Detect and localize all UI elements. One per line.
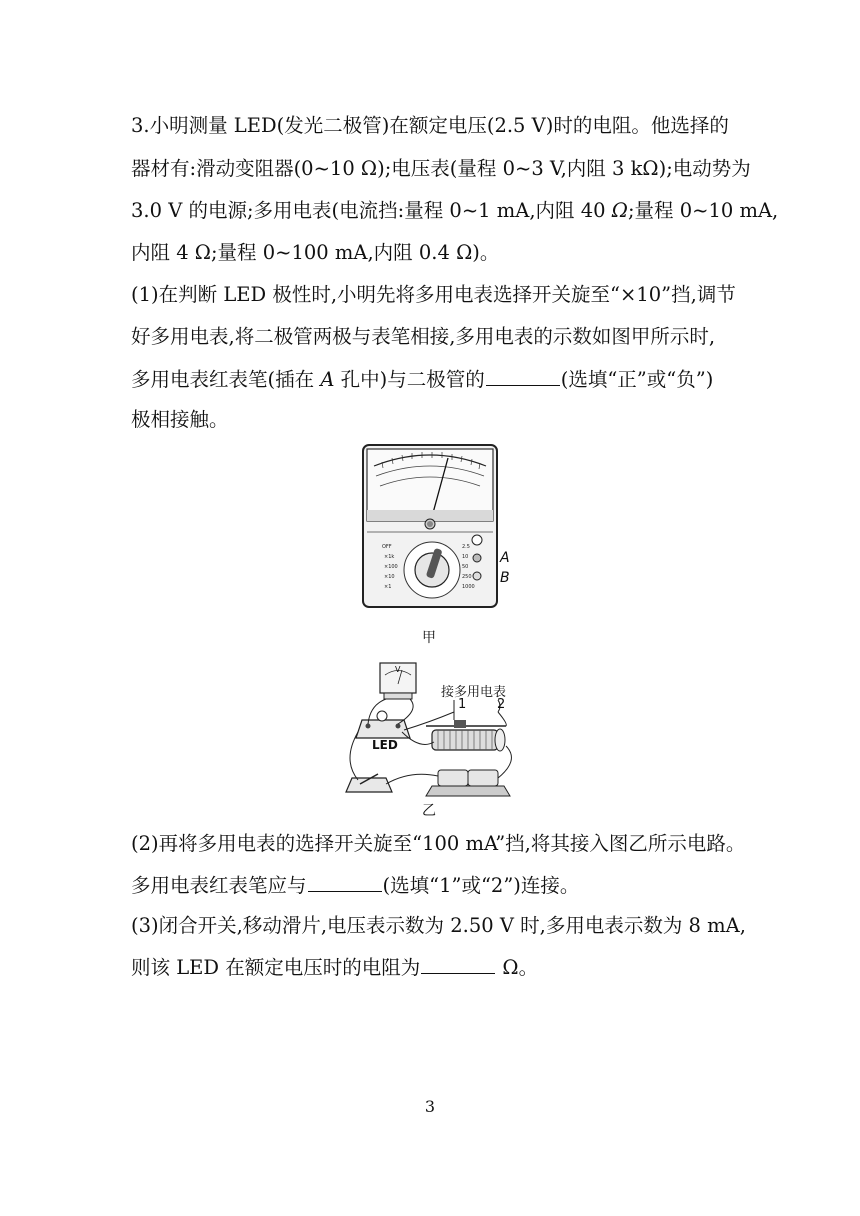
page-number: 3 [424,1097,436,1116]
part2-line-1: (2)再将多用电表的选择开关旋至“100 mA”挡,将其接入图乙所示电路。 [131,832,746,855]
answer-blank-1[interactable] [486,365,560,386]
terminal-1-label: 1 [458,697,467,712]
figure-yi-caption: 乙 [422,803,436,819]
answer-blank-2[interactable] [308,871,382,892]
part3-line-2a: 则该 LED 在额定电压时的电阻为 [131,956,421,979]
voltmeter-label: V [395,665,401,674]
svg-text:10: 10 [462,554,469,560]
part1-line-3a: 多用电表红表笔(插在 [131,368,321,391]
svg-text:1000: 1000 [462,584,475,590]
jack-b-label: B [500,570,510,586]
svg-text:×1k: ×1k [384,554,395,560]
part2-line-2b: (选填“1”或“2”)连接。 [382,874,580,897]
part3-line-2 [131,953,538,982]
jack-a-ref: A [320,368,335,391]
part1-line-2: 好多用电表,将二极管两极与表笔相接,多用电表的示数如图甲所示时, [131,325,716,348]
part1-line-1: (1)在判断 LED 极性时,小明先将多用电表选择开关旋至“×10”挡,调节 [131,283,736,306]
multimeter-figure [362,444,498,608]
problem-line-3b: ;量程 0~10 mA, [627,199,779,222]
answer-blank-3[interactable] [421,953,495,974]
problem-line-4: 内阻 4 Ω;量程 0~100 mA,内阻 0.4 Ω)。 [131,241,500,264]
svg-text:250: 250 [462,574,472,580]
jack-a-label: A [500,550,510,566]
part1-line-3b: 孔中)与二极管的 [334,368,485,391]
svg-text:×100: ×100 [384,564,398,570]
connect-multimeter-label: 接多用电表 [441,685,507,700]
figure-jia-caption: 甲 [422,630,436,646]
problem-line-1: 3.小明测量 LED(发光二极管)在额定电压(2.5 V)时的电阻。他选择的 [131,114,729,137]
svg-text:2.5: 2.5 [462,544,470,550]
svg-text:×1: ×1 [384,584,392,590]
part3-line-1: (3)闭合开关,移动滑片,电压表示数为 2.50 V 时,多用电表示数为 8 mA, [131,914,746,937]
part1-line-4: 极相接触。 [131,408,229,431]
part3-line-2b: Ω。 [496,956,539,979]
led-label: LED [372,738,398,752]
part1-line-3 [131,365,713,394]
part2-line-2a: 多用电表红表笔应与 [131,874,307,897]
omega-symbol: Ω [611,199,628,222]
part2-line-2 [131,871,579,900]
problem-line-3 [131,197,778,225]
svg-text:50: 50 [462,564,469,570]
svg-text:×10: ×10 [384,574,395,580]
terminal-2-label: 2 [497,697,506,712]
problem-line-3a: 3.0 V 的电源;多用电表(电流挡:量程 0~1 mA,内阻 40 [131,199,612,222]
problem-line-2: 器材有:滑动变阻器(0~10 Ω);电压表(量程 0~3 V,内阻 3 kΩ);电动势为 [131,157,751,180]
svg-text:OFF: OFF [382,544,392,550]
part1-line-3c: (选填“正”或“负”) [560,368,714,391]
